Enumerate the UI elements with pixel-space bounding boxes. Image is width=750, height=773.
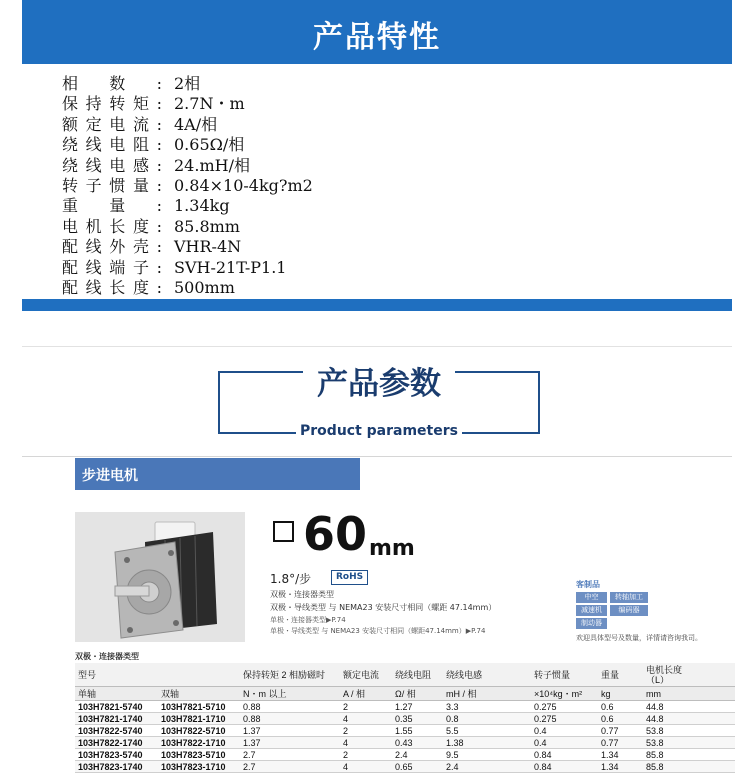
- header-cell: 电机长度 （L）: [643, 663, 735, 687]
- subheader-cell: Ω/ 相: [392, 687, 443, 701]
- header-cell: 绕线电感: [443, 663, 531, 687]
- step-angle: 1.8°/步: [270, 572, 312, 586]
- header-cell: 型号: [75, 663, 158, 687]
- feature-row: 配线端子: SVH-21T-P1.1: [62, 257, 287, 277]
- feature-row: 配线长度: 500mm: [62, 277, 235, 297]
- custom-tag: 中空: [576, 592, 607, 603]
- feature-row: 保持转矩: 2.7N・m: [62, 94, 245, 114]
- catalog-line: 单极・导线类型 与 NEMA23 安装尺寸相同（螺距47.14mm）▶P.74: [270, 627, 486, 635]
- catalog-line: 双极・导线类型 与 NEMA23 安装尺寸相同（螺距 47.14mm）: [270, 603, 497, 612]
- table-row: 103H7823-1740 103H7823-1710 2.7 4 0.65 2.4 0.84 1.34 85.8: [75, 761, 735, 773]
- table-row: 103H7821-5740 103H7821-5710 0.88 2 1.27 3.3 0.275 0.6 44.8: [75, 701, 735, 713]
- custom-tag: 制动器: [576, 618, 607, 629]
- catalog-line: 双极・连接器类型: [270, 590, 334, 599]
- feature-row: 相数: 2相: [62, 74, 201, 93]
- feature-row: 绕线电感: 24.mH/相: [62, 155, 250, 175]
- subheader-cell: N・m 以上: [240, 687, 340, 701]
- feature-row: 重量: 1.34kg: [62, 196, 230, 216]
- square-flange-icon: [273, 521, 294, 542]
- features-header-bar: [22, 0, 732, 64]
- table-row: 103H7823-5740 103H7823-5710 2.7 2 2.4 9.5 0.84 1.34 85.8: [75, 749, 735, 761]
- subheader-cell: ×10⁴kg・m²: [531, 687, 598, 701]
- subheader-cell: mH / 相: [443, 687, 531, 701]
- feature-row: 额定电流: 4A/相: [62, 114, 218, 134]
- feature-row: 配线外壳: VHR-4N: [62, 237, 242, 257]
- motor-photo: [75, 512, 245, 642]
- subheader-cell: mm: [643, 687, 735, 701]
- table-caption: 双极・连接器类型: [75, 652, 139, 661]
- catalog-top-line: [22, 456, 732, 457]
- features-list: [62, 74, 313, 298]
- subheader-cell: kg: [598, 687, 643, 701]
- motor-size-unit: mm: [369, 536, 415, 561]
- custom-products-note: 欢迎具体型号及数量，详情请咨询我司。: [576, 634, 702, 642]
- header-cell: 额定电流: [340, 663, 392, 687]
- feature-row: 绕线电阻: 0.65Ω/相: [62, 135, 245, 155]
- feature-row: 转子惯量: 0.84×10-4kg?m2: [62, 175, 313, 195]
- subheader-cell: 单轴: [75, 687, 158, 701]
- catalog-category-label: 步进电机: [82, 468, 138, 484]
- section-divider: [22, 346, 732, 347]
- table-row: 103H7822-1740 103H7822-1710 1.37 4 0.43 1.38 0.4 0.77 53.8: [75, 737, 735, 749]
- rohs-badge: RoHS: [331, 570, 368, 585]
- features-title: 产品特性: [313, 20, 441, 55]
- header-cell: 保持转矩 2 相励磁时: [240, 663, 340, 687]
- catalog-line: 单极・连接器类型▶P.74: [270, 616, 346, 624]
- table-row: 103H7822-5740 103H7822-5710 1.37 2 1.55 5.5 0.4 0.77 53.8: [75, 725, 735, 737]
- custom-products-title: 客制品: [576, 580, 600, 589]
- custom-tag: 减速机: [576, 605, 607, 616]
- subheader-cell: A / 相: [340, 687, 392, 701]
- motor-size-value: 60: [303, 507, 368, 561]
- feature-row: 电机长度: 85.8mm: [62, 216, 240, 236]
- spec-table: [75, 663, 735, 773]
- header-cell: [158, 663, 240, 687]
- header-cell: 绕线电阻: [392, 663, 443, 687]
- stepper-motor-image: [75, 512, 245, 642]
- header-cell: 转子惯量: [531, 663, 598, 687]
- header-cell: 重量: [598, 663, 643, 687]
- features-bottom-bar: [22, 299, 732, 311]
- table-subheader-row: [75, 687, 735, 701]
- table-header-row: [75, 663, 735, 687]
- custom-tag: 转轴加工: [610, 592, 648, 603]
- parameters-title: 产品参数: [218, 358, 540, 403]
- table-row: 103H7821-1740 103H7821-1710 0.88 4 0.35 0.8 0.275 0.6 44.8: [75, 713, 735, 725]
- parameters-subtitle: Product parameters: [218, 423, 540, 439]
- custom-tag: 编码器: [610, 605, 648, 616]
- subheader-cell: 双轴: [158, 687, 240, 701]
